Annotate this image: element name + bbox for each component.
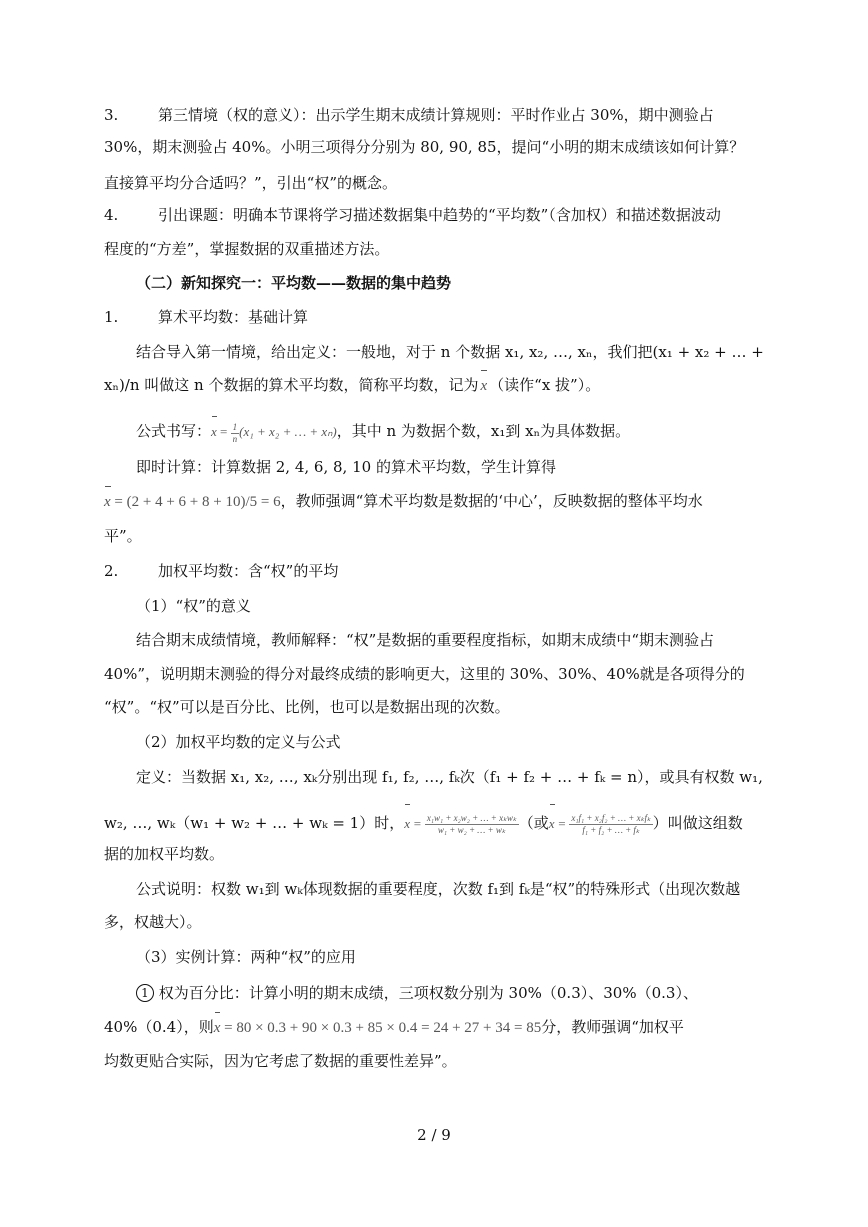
paragraph-line: 结合期末成绩情境，教师解释：“权”是数据的重要程度指标，如期末成绩中“期末测验占 — [136, 631, 715, 649]
mean-formula: x = $\frac{1}{n}$ (x₁ + x₂ + … + xₙ) — [211, 419, 337, 445]
paragraph-line: 30%，期末测验占 40%。小明三项得分分别为 80, 90, 85，提问“小明的期末成绩该如何计算？ — [104, 138, 745, 156]
paragraph-line: 多，权越大）。 — [104, 913, 202, 931]
paragraph-line: 公式书写：x = $\frac{1}{n}$ (x₁ + x₂ + … + xₙ)，其中 n 为数据个数，x₁到 xₙ为具体数据。 — [136, 418, 630, 445]
weighted-mean-formula-w: x = $\frac{\text{x₁w₁ + x₂w₂ + … + xₖwₖ}}{\text{w₁ + w₂ + … + wₖ}}$ — [404, 807, 519, 841]
list-number: 3. — [104, 106, 119, 124]
mean-symbol-icon: x — [480, 373, 487, 399]
paragraph-line: 直接算平均分合适吗？”，引出“权”的概念。 — [104, 174, 398, 192]
paragraph-line: 40%”，说明期末测验的得分对最终成绩的影响更大，这里的 30%、30%、40%就是各项得分的 — [104, 665, 745, 683]
sub-heading: （2）加权平均数的定义与公式 — [136, 733, 341, 751]
page-number: 2 / 9 — [417, 1126, 451, 1144]
paragraph-line: 40%（0.4），则x = 80 × 0.3 + 90 × 0.3 + 85 × 0.4 = 24 + 27 + 34 = 85分，教师强调“加权平 — [104, 1014, 684, 1041]
paragraph-line: 第三情境（权的意义）：出示学生期末成绩计算规则：平时作业占 30%，期中测验占 — [158, 106, 714, 124]
subsection-title: 加权平均数：含“权”的平均 — [158, 562, 339, 580]
paragraph-line: w₂, …, wₖ（w₁ + w₂ + … + wₖ = 1）时，x = $\frac{\text{x₁w₁ + x₂w₂ + … + xₖwₖ}}{\text{w₁ + w₂ + … + wₖ}}$ （或x = $\frac{\text{x₁f₁ + x₂f₂ + … + xₖfₖ}}{\text{f₁ + f₂ + … + fₖ}}$ ）叫做这组数 — [104, 806, 743, 841]
paragraph-line: 1 权为百分比：计算小明的期末成绩，三项权数分别为 30%（0.3）、30%（0.3）、 — [136, 980, 698, 1006]
list-number: 2. — [104, 562, 119, 580]
paragraph-line: 平”。 — [104, 527, 142, 545]
paragraph-line: 即时计算：计算数据 2, 4, 6, 8, 10 的算术平均数，学生计算得 — [136, 458, 556, 476]
paragraph-line: 结合导入第一情境，给出定义：一般地，对于 n 个数据 x₁, x₂, …, xₙ，我们把(x₁ + x₂ + … + — [136, 343, 764, 361]
paragraph-line: xₙ)/n 叫做这 n 个数据的算术平均数，简称平均数，记为 x （读作“x 拔”）。 — [104, 372, 600, 399]
sub-heading: （1）“权”的意义 — [136, 597, 251, 615]
paragraph-line: 程度的“方差”，掌握数据的双重描述方法。 — [104, 240, 390, 258]
paragraph-line: 引出课题：明确本节课将学习描述数据集中趋势的“平均数”（含加权）和描述数据波动 — [158, 206, 721, 224]
example-formula: x = 80 × 0.3 + 90 × 0.3 + 85 × 0.4 = 24 + 27 + 34 = 85 — [214, 1015, 542, 1041]
list-number: 1. — [104, 308, 119, 326]
mean-symbol-icon: x — [214, 1015, 221, 1041]
circled-one-icon: 1 — [136, 984, 154, 1002]
sub-heading: （3）实例计算：两种“权”的应用 — [136, 948, 356, 966]
weighted-mean-formula-f: x = $\frac{\text{x₁f₁ + x₂f₂ + … + xₖfₖ}}{\text{f₁ + f₂ + … + fₖ}}$ — [549, 807, 653, 841]
paragraph-line: 定义：当数据 x₁, x₂, …, xₖ分别出现 f₁, f₂, …, fₖ次（f₁ + f₂ + … + fₖ = n），或具有权数 w₁, — [136, 768, 763, 786]
paragraph-line: 公式说明：权数 w₁到 wₖ体现数据的重要程度，次数 f₁到 fₖ是“权”的特殊形式（出现次数越 — [136, 880, 741, 898]
section-heading: （二）新知探究一：平均数——数据的集中趋势 — [136, 274, 452, 292]
paragraph-line: “权”。“权”可以是百分比、比例，也可以是数据出现的次数。 — [104, 698, 510, 716]
paragraph-line: 均数更贴合实际，因为它考虑了数据的重要性差异”。 — [104, 1052, 457, 1070]
mean-symbol-icon: x — [104, 489, 111, 515]
subsection-title: 算术平均数：基础计算 — [158, 308, 309, 326]
list-number: 4. — [104, 206, 119, 224]
paragraph-line: 据的加权平均数。 — [104, 845, 225, 863]
calc-formula: x = (2 + 4 + 6 + 8 + 10)/5 = 6 — [104, 489, 281, 515]
paragraph-line: x = (2 + 4 + 6 + 8 + 10)/5 = 6，教师强调“算术平均数是数据的‘中心’，反映数据的整体平均水 — [104, 488, 703, 515]
